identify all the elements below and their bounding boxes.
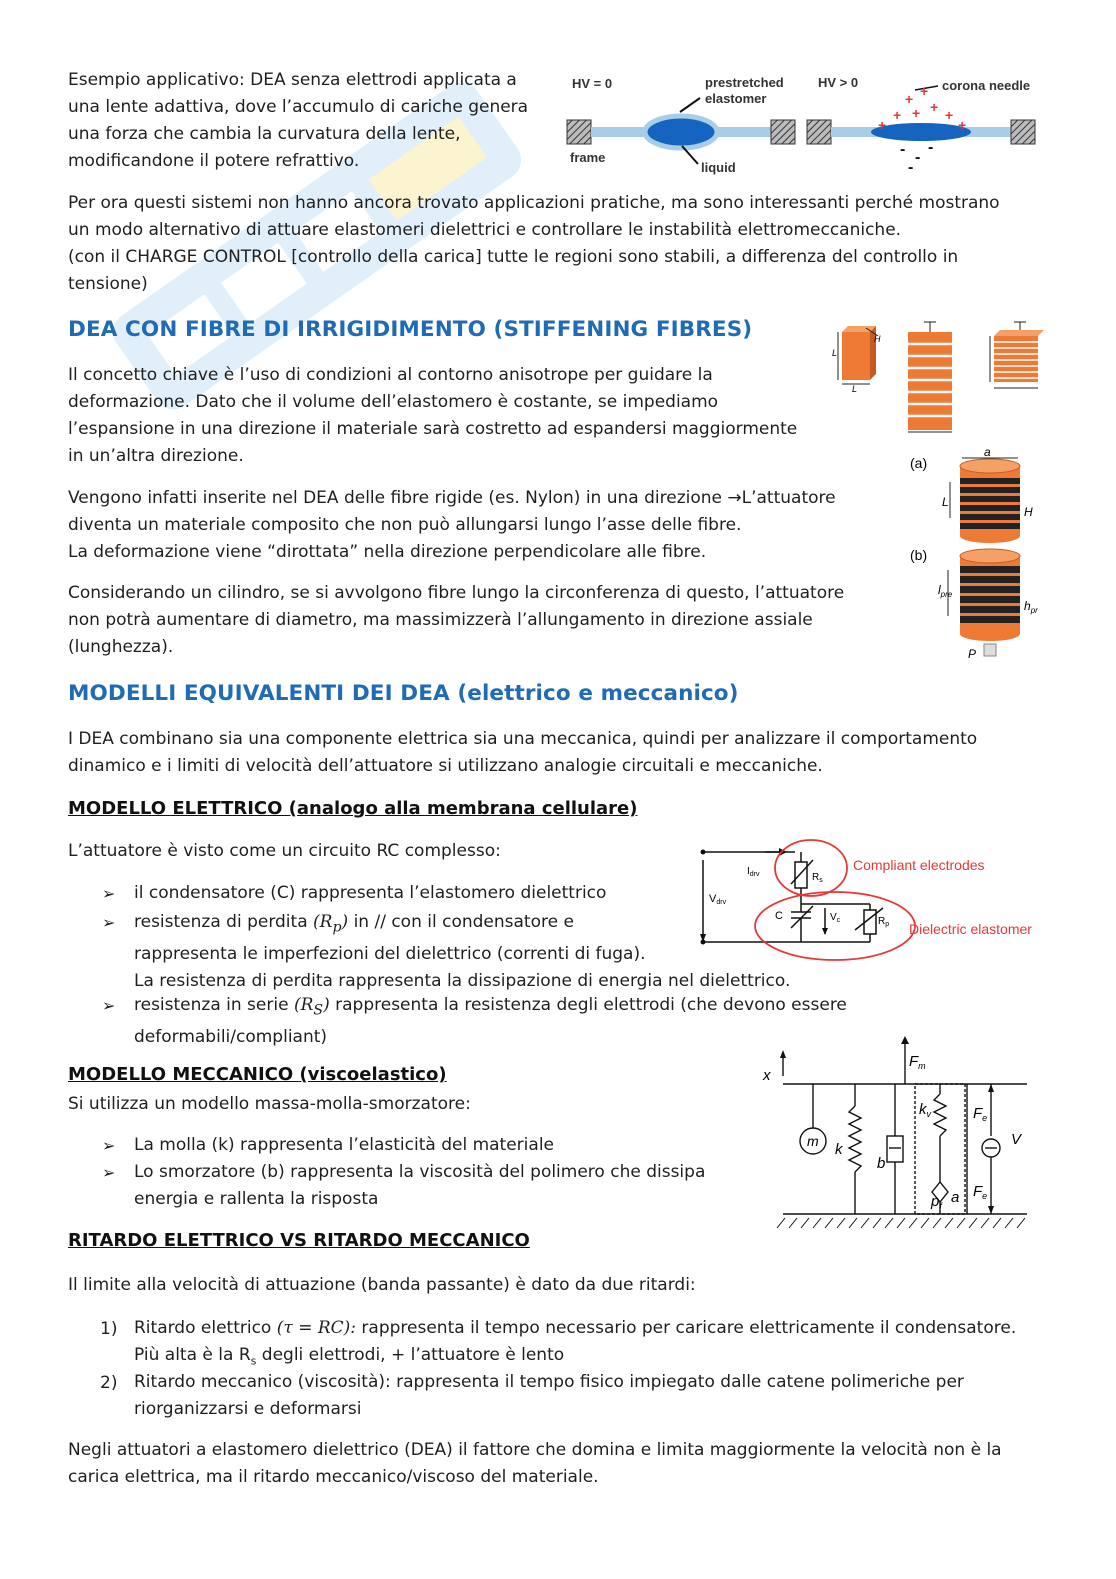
svg-text:+: + xyxy=(878,117,887,133)
text-line: non potrà aumentare di diametro, ma massimizzerà l’allungamento in direzione assiale xyxy=(68,610,813,630)
text-line: tensione) xyxy=(68,274,148,294)
svg-text:+: + xyxy=(945,107,954,123)
text-line: modificandone il potere refrattivo. xyxy=(68,151,360,171)
svg-text:+: + xyxy=(920,83,929,99)
mechanical-intro: Si utilizza un modello massa-molla-smorzatore: xyxy=(68,1094,471,1114)
text-line: in un’altra direzione. xyxy=(68,446,244,466)
electric-intro: L’attuatore è visto come un circuito RC complesso: xyxy=(68,841,501,861)
mechanical-bullet-2: Lo smorzatore (b) rappresenta la viscosità del polimero che dissipa energia e rallenta la risposta xyxy=(134,1162,706,1209)
thickness-label: H xyxy=(1024,505,1033,519)
svg-text:Idrv: $I_{drv}$ xyxy=(747,866,760,878)
fibres-paragraph-3 xyxy=(68,580,844,661)
text-line: I DEA combinano sia una componente elettrica sia una meccanica, quindi per analizzare il comportamento xyxy=(68,729,978,749)
text-line: Considerando un cilindro, se si avvolgono fibre lungo la circonferenza di questo, l’attuatore xyxy=(68,583,845,603)
text-line: carica elettrica, ma il ritardo meccanico/viscoso del materiale. xyxy=(68,1467,599,1487)
liquid-label: liquid xyxy=(701,160,736,175)
fibre-cylinders-figure xyxy=(900,448,1050,663)
text-line: Negli attuatori a elastomero dielettrico (DEA) il fattore che domina e limita maggiormente la velocità non è la xyxy=(68,1440,1002,1460)
electric-bullet-3: resistenza in serie $(R_S)$ rappresenta la resistenza degli elettrodi (che devono essere deformabili/compliant) xyxy=(134,995,847,1048)
text-line: Il concetto chiave è l’uso di condizioni al contorno anisotrope per guidare la xyxy=(68,365,713,385)
list-number: 1) xyxy=(100,1319,118,1339)
fibre-blocks-figure xyxy=(828,318,1058,436)
paragraph-applications xyxy=(68,190,1000,298)
bullet-arrow-icon: ➢ xyxy=(102,913,116,932)
svg-text:+: + xyxy=(958,117,967,133)
svg-text:Fe: $F_e$ xyxy=(973,1183,988,1201)
bullet-arrow-icon: ➢ xyxy=(102,884,116,903)
delay-item-2: Ritardo meccanico (viscosità): rappresenta il tempo fisico impiegato dalle catene polimeriche per riorganizzarsi e deformarsi xyxy=(134,1372,964,1419)
text-line: (con il CHARGE CONTROL [controllo della carica] tutte le regioni sono stabili, a differenza del controllo in xyxy=(68,247,959,267)
bullet-arrow-icon: ➢ xyxy=(102,996,116,1015)
dielectric-elastomer-label: Dielectric elastomer xyxy=(909,921,1032,937)
mechanical-bullet-1: La molla (k) rappresenta l’elasticità del materiale xyxy=(134,1135,554,1155)
svg-text:-: - xyxy=(928,139,934,156)
figure-label-b: (b) xyxy=(910,547,928,563)
text-line: l’espansione in una direzione il materiale sarà costretto ad espandersi maggiormente xyxy=(68,419,798,439)
list-number: 2) xyxy=(100,1373,118,1393)
fibres-paragraph-1 xyxy=(68,362,797,470)
mechanical-model-title: MODELLO MECCANICO (viscoelastico) xyxy=(68,1064,447,1085)
figure-label-a: (a) xyxy=(910,455,928,471)
voltage-label: V xyxy=(1011,1131,1022,1148)
elastomer-label: elastomer xyxy=(705,91,767,106)
delay-title: RITARDO ELETTRICO VS RITARDO MECCANICO xyxy=(68,1230,530,1251)
svg-text:pf: $p_f$ xyxy=(931,1193,942,1211)
text-line: deformazione. Dato che il volume dell’elastomero è costante, se impediamo xyxy=(68,392,719,412)
svg-text:-: - xyxy=(908,159,914,176)
mass-label: m xyxy=(807,1133,819,1149)
svg-text:+: + xyxy=(930,99,939,115)
delay-item-1: Ritardo elettrico (τ = RC): rappresenta il tempo necessario per caricare elettricamente il condensatore. Più alta è la $R_s$ degli elettrodi, + l’attuatore è lento xyxy=(134,1318,1017,1368)
text-line: Per ora questi sistemi non hanno ancora trovato applicazioni pratiche, ma sono interessanti perché mostrano xyxy=(68,193,1000,213)
corona-needle-label: corona needle xyxy=(942,78,1031,93)
damper-label: b xyxy=(877,1155,886,1172)
mass-spring-damper-figure xyxy=(755,1036,1050,1236)
rc-circuit-figure xyxy=(695,838,1045,968)
compliant-electrodes-label: Compliant electrodes xyxy=(853,857,985,873)
svg-text:+: + xyxy=(905,91,914,107)
lens-figure xyxy=(560,68,1050,183)
svg-text:L: L xyxy=(852,384,858,394)
text-line: Vengono infatti inserite nel DEA delle fibre rigide (es. Nylon) in una direzione →L’attuatore xyxy=(68,488,836,508)
frame-label: frame xyxy=(570,150,606,165)
load-label: P xyxy=(968,647,977,661)
length-label: L xyxy=(942,495,949,509)
hv-pos-label: HV > 0 xyxy=(818,75,859,90)
electric-bullet-1: il condensatore (C) rappresenta l’elastomero dielettrico xyxy=(134,883,607,903)
text-line: una lente adattiva, dove l’accumulo di cariche genera xyxy=(68,97,529,117)
models-paragraph xyxy=(68,726,977,780)
conclusion-paragraph xyxy=(68,1437,1002,1491)
capacitor-label: C xyxy=(775,910,783,922)
section-title-models: MODELLI EQUIVALENTI DEI DEA (elettrico e meccanico) xyxy=(68,681,739,706)
electric-bullet-2: resistenza di perdita $(R_p)$ in // con il condensatore e rappresenta le imperfezioni del dielettrico (correnti di fuga). La resistenza di perdita rappresenta la dissipazione di energia nel dielettrico. xyxy=(134,912,791,992)
bullet-arrow-icon: ➢ xyxy=(102,1163,116,1182)
displacement-label: x xyxy=(763,1067,771,1084)
svg-text:hpr: $h_{pr}$ xyxy=(1024,599,1038,615)
hv0-label: HV = 0 xyxy=(572,76,613,91)
spring-label: k xyxy=(835,1141,843,1158)
bullet-arrow-icon: ➢ xyxy=(102,1136,116,1155)
svg-text:lpre: $l_{pre}$ xyxy=(938,583,953,599)
svg-text:-: - xyxy=(900,141,906,158)
prestretched-label: prestretched xyxy=(705,75,784,90)
diameter-label: a xyxy=(984,448,991,459)
intro-paragraph xyxy=(68,67,528,175)
svg-text:Fe: $F_e$ xyxy=(973,1105,988,1123)
svg-text:L: L xyxy=(832,348,838,358)
svg-text:H: H xyxy=(874,334,881,344)
fibres-paragraph-2 xyxy=(68,485,836,566)
section-title-fibres: DEA CON FIBRE DI IRRIGIDIMENTO (STIFFENING FIBRES) xyxy=(68,317,753,342)
text-line: dinamico e i limiti di velocità dell’attuatore si utilizzano analogie circuitali e meccaniche. xyxy=(68,756,823,776)
delay-intro: Il limite alla velocità di attuazione (banda passante) è dato da due ritardi: xyxy=(68,1275,696,1295)
text-line: (lunghezza). xyxy=(68,637,174,657)
electric-model-title: MODELLO ELETTRICO (analogo alla membrana cellulare) xyxy=(68,798,638,819)
svg-text:Vc: $V_c$ xyxy=(830,912,841,924)
text-line: una forza che cambia la curvatura della lente, xyxy=(68,124,461,144)
svg-text:Rs: $R_s$ xyxy=(812,872,823,884)
svg-text:Vdrv: Vdrv xyxy=(709,893,727,906)
text-line: La deformazione viene “dirottata” nella direzione perpendicolare alle fibre. xyxy=(68,542,707,562)
svg-text:Fm: $F_m$ xyxy=(909,1053,926,1071)
text-line: diventa un materiale composito che non può allungarsi lungo l’asse delle fibre. xyxy=(68,515,742,535)
text-line: un modo alternativo di attuare elastomeri dielettrici e controllare le instabilità elettromeccaniche. xyxy=(68,220,902,240)
svg-text:kv: $k_v$ xyxy=(919,1101,931,1119)
area-label: a xyxy=(951,1189,960,1206)
svg-text:+: + xyxy=(893,107,902,123)
text-line: Esempio applicativo: DEA senza elettrodi applicata a xyxy=(68,70,517,90)
svg-text:Rp: $R_p$ xyxy=(878,916,890,928)
svg-text:-: - xyxy=(915,149,921,166)
svg-text:+: + xyxy=(912,105,921,121)
